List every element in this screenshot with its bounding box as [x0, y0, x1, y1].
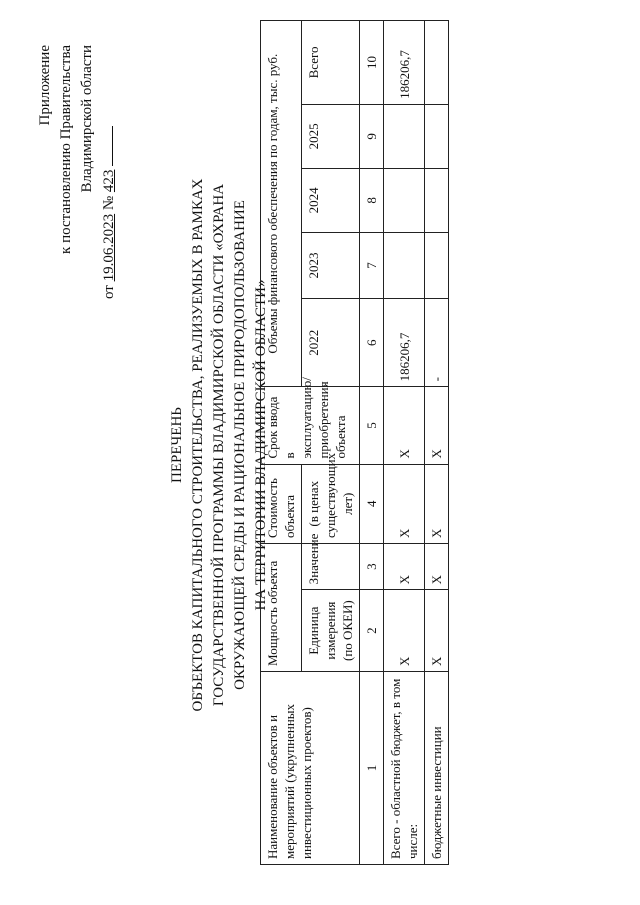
row-name: бюджетные инвестиции [425, 671, 449, 864]
appendix-block [35, 45, 120, 305]
row-year-2024 [425, 168, 449, 232]
column-number: 7 [360, 232, 384, 298]
resolution-number: 423 [101, 169, 117, 193]
row-year-2025 [425, 104, 449, 168]
row-year-2023 [384, 232, 425, 298]
table-header-row-1 [261, 21, 302, 865]
row-term: X [384, 387, 425, 464]
title-line-3: ОКРУЖАЮЩЕЙ СРЕДЫ И РАЦИОНАЛЬНОЕ ПРИРОДОПОЛЬЗОВАНИЕ [232, 200, 248, 690]
column-number: 9 [360, 104, 384, 168]
column-number: 6 [360, 299, 384, 387]
column-number: 10 [360, 21, 384, 105]
appendix-date-line [98, 45, 120, 305]
header-value: Значение [302, 543, 360, 589]
title-line-4: НА ТЕРРИТОРИИ ВЛАДИМИРСКОЙ ОБЛАСТИ» [253, 279, 269, 611]
row-value: X [384, 543, 425, 589]
table-row-total [384, 21, 425, 865]
row-unit: X [425, 590, 449, 672]
row-year-2022: - [425, 299, 449, 387]
number-underline [98, 126, 113, 166]
appendix-resolution: к постановлению Правительства [58, 45, 74, 254]
row-value: X [425, 543, 449, 589]
resolution-date: 19.06.2023 [101, 213, 117, 282]
header-cost-sub: (в ценах существующих лет) [302, 464, 360, 543]
header-capacity: Мощность объекта [261, 543, 302, 671]
header-funding: Объемы финансового обеспечения по годам, тыс. руб. [261, 21, 302, 387]
objects-table [260, 20, 449, 865]
header-year-2024: 2024 [302, 168, 360, 232]
column-numbers-row [360, 21, 384, 865]
header-year-2022: 2022 [302, 299, 360, 387]
header-term: Срок ввода в эксплуатацию/приобретения объекта [261, 387, 360, 464]
title-line-1: ОБЪЕКТОВ КАПИТАЛЬНОГО СТРОИТЕЛЬСТВА, РЕАЛИЗУЕМЫХ В РАМКАХ [190, 178, 206, 712]
row-unit: X [384, 590, 425, 672]
row-cost: X [384, 464, 425, 543]
column-number: 5 [360, 387, 384, 464]
row-year-2022: 186206,7 [384, 299, 425, 387]
row-year-2024 [384, 168, 425, 232]
row-year-2025 [384, 104, 425, 168]
column-number: 4 [360, 464, 384, 543]
header-total: Всего [302, 21, 360, 105]
column-number: 8 [360, 168, 384, 232]
header-cost: Стоимость объекта [261, 464, 302, 543]
appendix-region: Владимирской области [79, 45, 95, 193]
row-year-2023 [425, 232, 449, 298]
document-title [167, 125, 272, 765]
header-year-2025: 2025 [302, 104, 360, 168]
date-prefix: от [101, 285, 117, 299]
table-row-investments [425, 21, 449, 865]
column-number: 2 [360, 590, 384, 672]
row-total: 186206,7 [384, 21, 425, 105]
appendix-label: Приложение [37, 45, 53, 126]
title-heading: ПЕРЕЧЕНЬ [169, 407, 185, 483]
column-number: 3 [360, 543, 384, 589]
header-year-2023: 2023 [302, 232, 360, 298]
header-name: Наименование объектов и мероприятий (укрупненных инвестиционных проектов) [261, 671, 360, 864]
column-number: 1 [360, 671, 384, 864]
row-cost: X [425, 464, 449, 543]
number-sign: № [101, 195, 117, 211]
header-unit: Единица измерения (по ОКЕИ) [302, 590, 360, 672]
row-name: Всего - областной бюджет, в том числе: [384, 671, 425, 864]
row-term: X [425, 387, 449, 464]
title-line-2: ГОСУДАРСТВЕННОЙ ПРОГРАММЫ ВЛАДИМИРСКОЙ ОБЛАСТИ «ОХРАНА [211, 183, 227, 707]
row-total [425, 21, 449, 105]
